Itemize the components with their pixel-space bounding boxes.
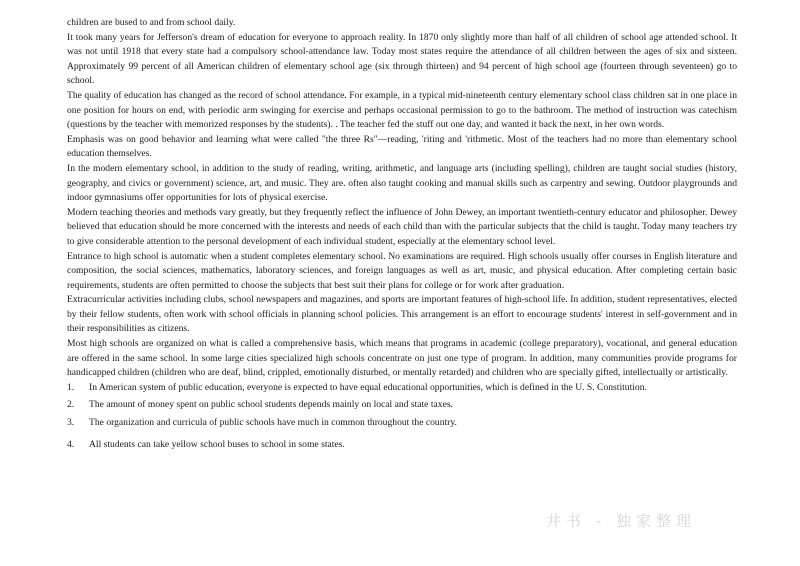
paragraph: It took many years for Jefferson's dream of education for everyone to approach reality. In 1870 only slightly more than half of all children of school age attended school. It was not until 1918 that every state had a compulsory school-attendance law. Today most states require the attendance of all children between the ages of six and sixteen. Approximately 99 percent of all American children of elementary school age (six through thirteen) and 94 percent of high school age (fourteen through seventeen) go to school.: [67, 31, 737, 87]
question-text: The organization and curricula of public schools have much in common throughout the country.: [89, 417, 457, 429]
question-item: [67, 398, 737, 413]
paragraph: Most high schools are organized on what is called a comprehensive basis, which means that programs in academic (college preparatory), vocational, and general education are offered in the same school. In some large cities specialized high schools concentrate on just one type of program. In addition, many communities provide programs for handicapped children (children who are deaf, blind, crippled, emotionally disturbed, or mentally retarded) and children who are specially gifted, intellectually or artistically.: [67, 338, 737, 379]
question-number: 2.: [67, 399, 75, 411]
question-number: 1.: [67, 381, 75, 393]
question-item: [67, 416, 737, 431]
question-number: 4.: [67, 438, 75, 450]
question-list: [67, 381, 737, 452]
paragraph: Entrance to high school is automatic when a student completes elementary school. No examinations are required. High schools usually offer courses in English literature and composition, the social sciences, mathematics, laboratory sciences, and foreign languages as well as art, music, and physical education. After completing certain basic requirements, students are often permitted to choose the subjects that best suit their plans for college or for work after graduation.: [67, 250, 737, 291]
paragraph: Extracurricular activities including clubs, school newspapers and magazines, and sports are important features of high-school life. In addition, student representatives, elected by their fellow students, often work with school officials in planning school policies. This arrangement is an effort to encourage students' interest in self-government and in their responsibilities as citizens.: [67, 294, 737, 335]
document-page: [67, 16, 737, 452]
paragraph: Emphasis was on good behavior and learning what were called "the three Rs"—reading, 'riting and 'rithmetic. Most of the teachers had no more than elementary school education themselves.: [67, 133, 737, 160]
question-text: In American system of public education, everyone is expected to have equal educational opportunities, which is defined in the U. S. Constitution.: [89, 381, 647, 393]
paragraph: children are bused to and from school daily.: [67, 17, 236, 28]
question-item: [67, 381, 737, 396]
question-text: All students can take yellow school buses to school in some states.: [89, 438, 345, 450]
paragraph: In the modern elementary school, in addition to the study of reading, writing, arithmetic, and language arts (including spelling), children are taught social studies (history, geography, and civics or government) science, art, and music. They are. often also taught cooking and manual skills such as carpentry and sewing. Outdoor playgrounds and indoor gymnasiums offer opportunities for lots of physical exercise.: [67, 162, 737, 204]
watermark: 井书 - 独家整理: [546, 512, 696, 530]
question-text: The amount of money spent on public school students depends mainly on local and state taxes.: [89, 399, 453, 411]
question-item: [67, 438, 737, 453]
paragraph: The quality of education has changed as the record of school attendance. For example, in a typical mid-nineteenth century elementary school class children sat in one place in one position for hours on end, with periodic arm swinging for exercise and perhaps occasional permission to go to the bathroom. The method of instruction was catechism (questions by the teacher with memorized responses by the students). . The teacher fed the stuff out one day, and wanted it back the next, in her own words.: [67, 89, 737, 131]
question-number: 3.: [67, 417, 75, 429]
paragraph: Modern teaching theories and methods vary greatly, but they frequently reflect the influence of John Dewey, an important twentieth-century educator and philosopher. Dewey believed that education should be more concerned with the interests and needs of each child than with the particular subjects that the child is taught. Today many teachers try to give considerable attention to the personal development of each individual student, especially at the elementary school level.: [67, 206, 737, 247]
